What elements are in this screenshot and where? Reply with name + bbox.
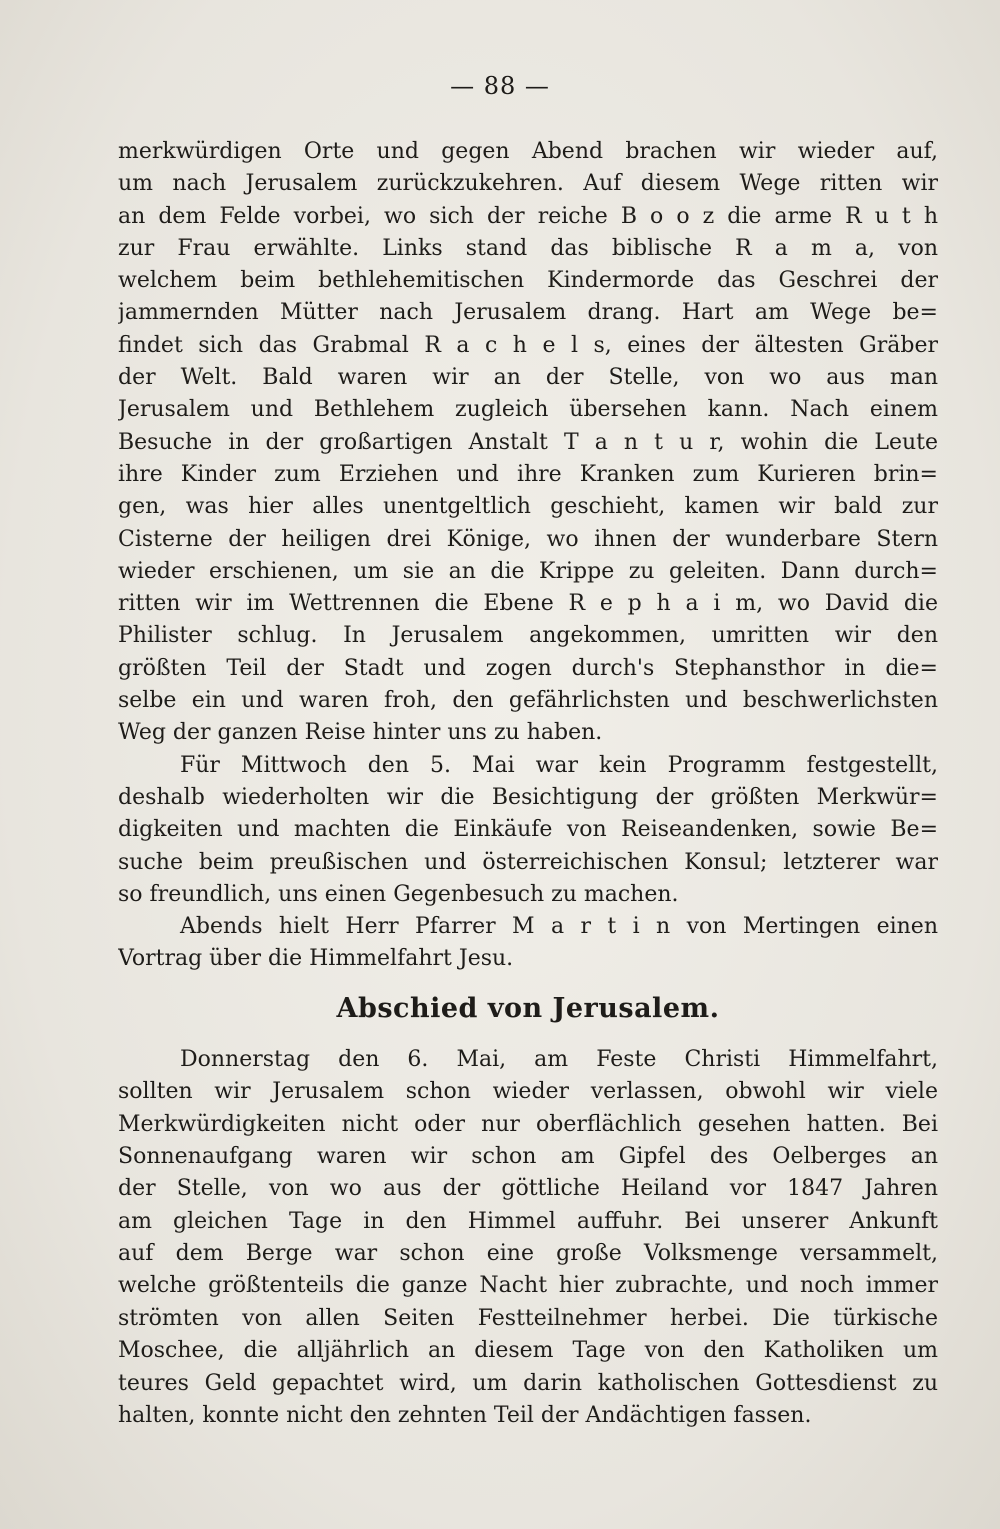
text-line: welchem beim bethlehemitischen Kindermorde das Geschrei der	[118, 268, 938, 294]
text-line: größten Teil der Stadt und zogen durch's Stephansthor in die=	[118, 655, 938, 681]
text-line: wieder erschienen, um sie an die Krippe zu geleiten. Dann durch=	[118, 558, 938, 584]
text-line: an dem Felde vorbei, wo sich der reiche B o o z die arme R u t h	[118, 203, 938, 229]
paragraph-2	[118, 750, 938, 911]
text-line: deshalb wiederholten wir die Besichtigung der größten Merkwür=	[118, 784, 938, 810]
text-line: halten, konnte nicht den zehnten Teil der Andächtigen fassen.	[118, 1403, 812, 1429]
text-line: Philister schlug. In Jerusalem angekommen, umritten wir den	[118, 623, 938, 649]
text-line: um nach Jerusalem zurückzukehren. Auf diesem Wege ritten wir	[118, 171, 938, 197]
text-line: zur Frau erwählte. Links stand das biblische R a m a, von	[118, 235, 938, 261]
text-line: Moschee, die alljährlich an diesem Tage von den Katholiken um	[118, 1338, 938, 1364]
text-line: digkeiten und machten die Einkäufe von Reiseandenken, sowie Be=	[118, 817, 938, 843]
text-line: Jerusalem und Bethlehem zugleich übersehen kann. Nach einem	[118, 397, 938, 423]
text-line: Weg der ganzen Reise hinter uns zu haben.	[118, 720, 603, 746]
text-line: am gleichen Tage in den Himmel auffuhr. Bei unserer Ankunft	[118, 1208, 938, 1234]
text-line: welche größtenteils die ganze Nacht hier zubrachte, und noch immer	[118, 1273, 938, 1299]
text-line: sollten wir Jerusalem schon wieder verlassen, obwohl wir viele	[118, 1079, 938, 1105]
text-line: jammernden Mütter nach Jerusalem drang. Hart am Wege be=	[118, 300, 938, 326]
text-line: Donnerstag den 6. Mai, am Feste Christi Himmelfahrt,	[180, 1046, 938, 1072]
text-line: findet sich das Grabmal R a c h e l s, eines der ältesten Gräber	[118, 332, 938, 358]
text-line: so freundlich, uns einen Gegenbesuch zu machen.	[118, 881, 679, 907]
text-line: ihre Kinder zum Erziehen und ihre Kranken zum Kurieren brin=	[118, 461, 938, 487]
text-line: Cisterne der heiligen drei Könige, wo ihnen der wunderbare Stern	[118, 526, 938, 552]
text-line: ritten wir im Wettrennen die Ebene R e p h a i m, wo David die	[118, 591, 938, 617]
text-line: strömten von allen Seiten Festteilnehmer herbei. Die türkische	[118, 1305, 938, 1331]
text-line: Merkwürdigkeiten nicht oder nur oberflächlich gesehen hatten. Bei	[118, 1111, 938, 1137]
text-line: Abends hielt Herr Pfarrer M a r t i n von Mertingen einen	[180, 914, 938, 940]
text-line: Vortrag über die Himmelfahrt Jesu.	[118, 946, 514, 972]
text-line: Sonnenaufgang waren wir schon am Gipfel des Oelberges an	[118, 1143, 938, 1169]
paragraph-1	[118, 136, 938, 750]
text-line: der Welt. Bald waren wir an der Stelle, von wo aus man	[118, 365, 938, 391]
paragraph-4	[118, 1044, 938, 1433]
text-line: Für Mittwoch den 5. Mai war kein Programm festgestellt,	[180, 752, 938, 778]
text-line: gen, was hier alles unentgeltlich geschieht, kamen wir bald zur	[118, 494, 938, 520]
text-line: der Stelle, von wo aus der göttliche Heiland vor 1847 Jahren	[118, 1176, 938, 1202]
text-line: merkwürdigen Orte und gegen Abend brachen wir wieder auf,	[118, 139, 938, 164]
page-text	[118, 136, 938, 1432]
section-heading: Abschied von Jerusalem.	[336, 992, 720, 1024]
text-line: teures Geld gepachtet wird, um darin katholischen Gottesdienst zu	[118, 1370, 938, 1396]
text-line: suche beim preußischen und österreichischen Konsul; letzterer war	[118, 849, 938, 875]
paragraph-3	[118, 911, 938, 976]
text-line: selbe ein und waren froh, den gefährlichsten und beschwerlichsten	[118, 688, 938, 714]
text-line: Besuche in der großartigen Anstalt T a n t u r, wohin die Leute	[118, 429, 938, 455]
page-number: — 88 —	[450, 72, 550, 100]
text-line: auf dem Berge war schon eine große Volksmenge versammelt,	[118, 1241, 938, 1267]
